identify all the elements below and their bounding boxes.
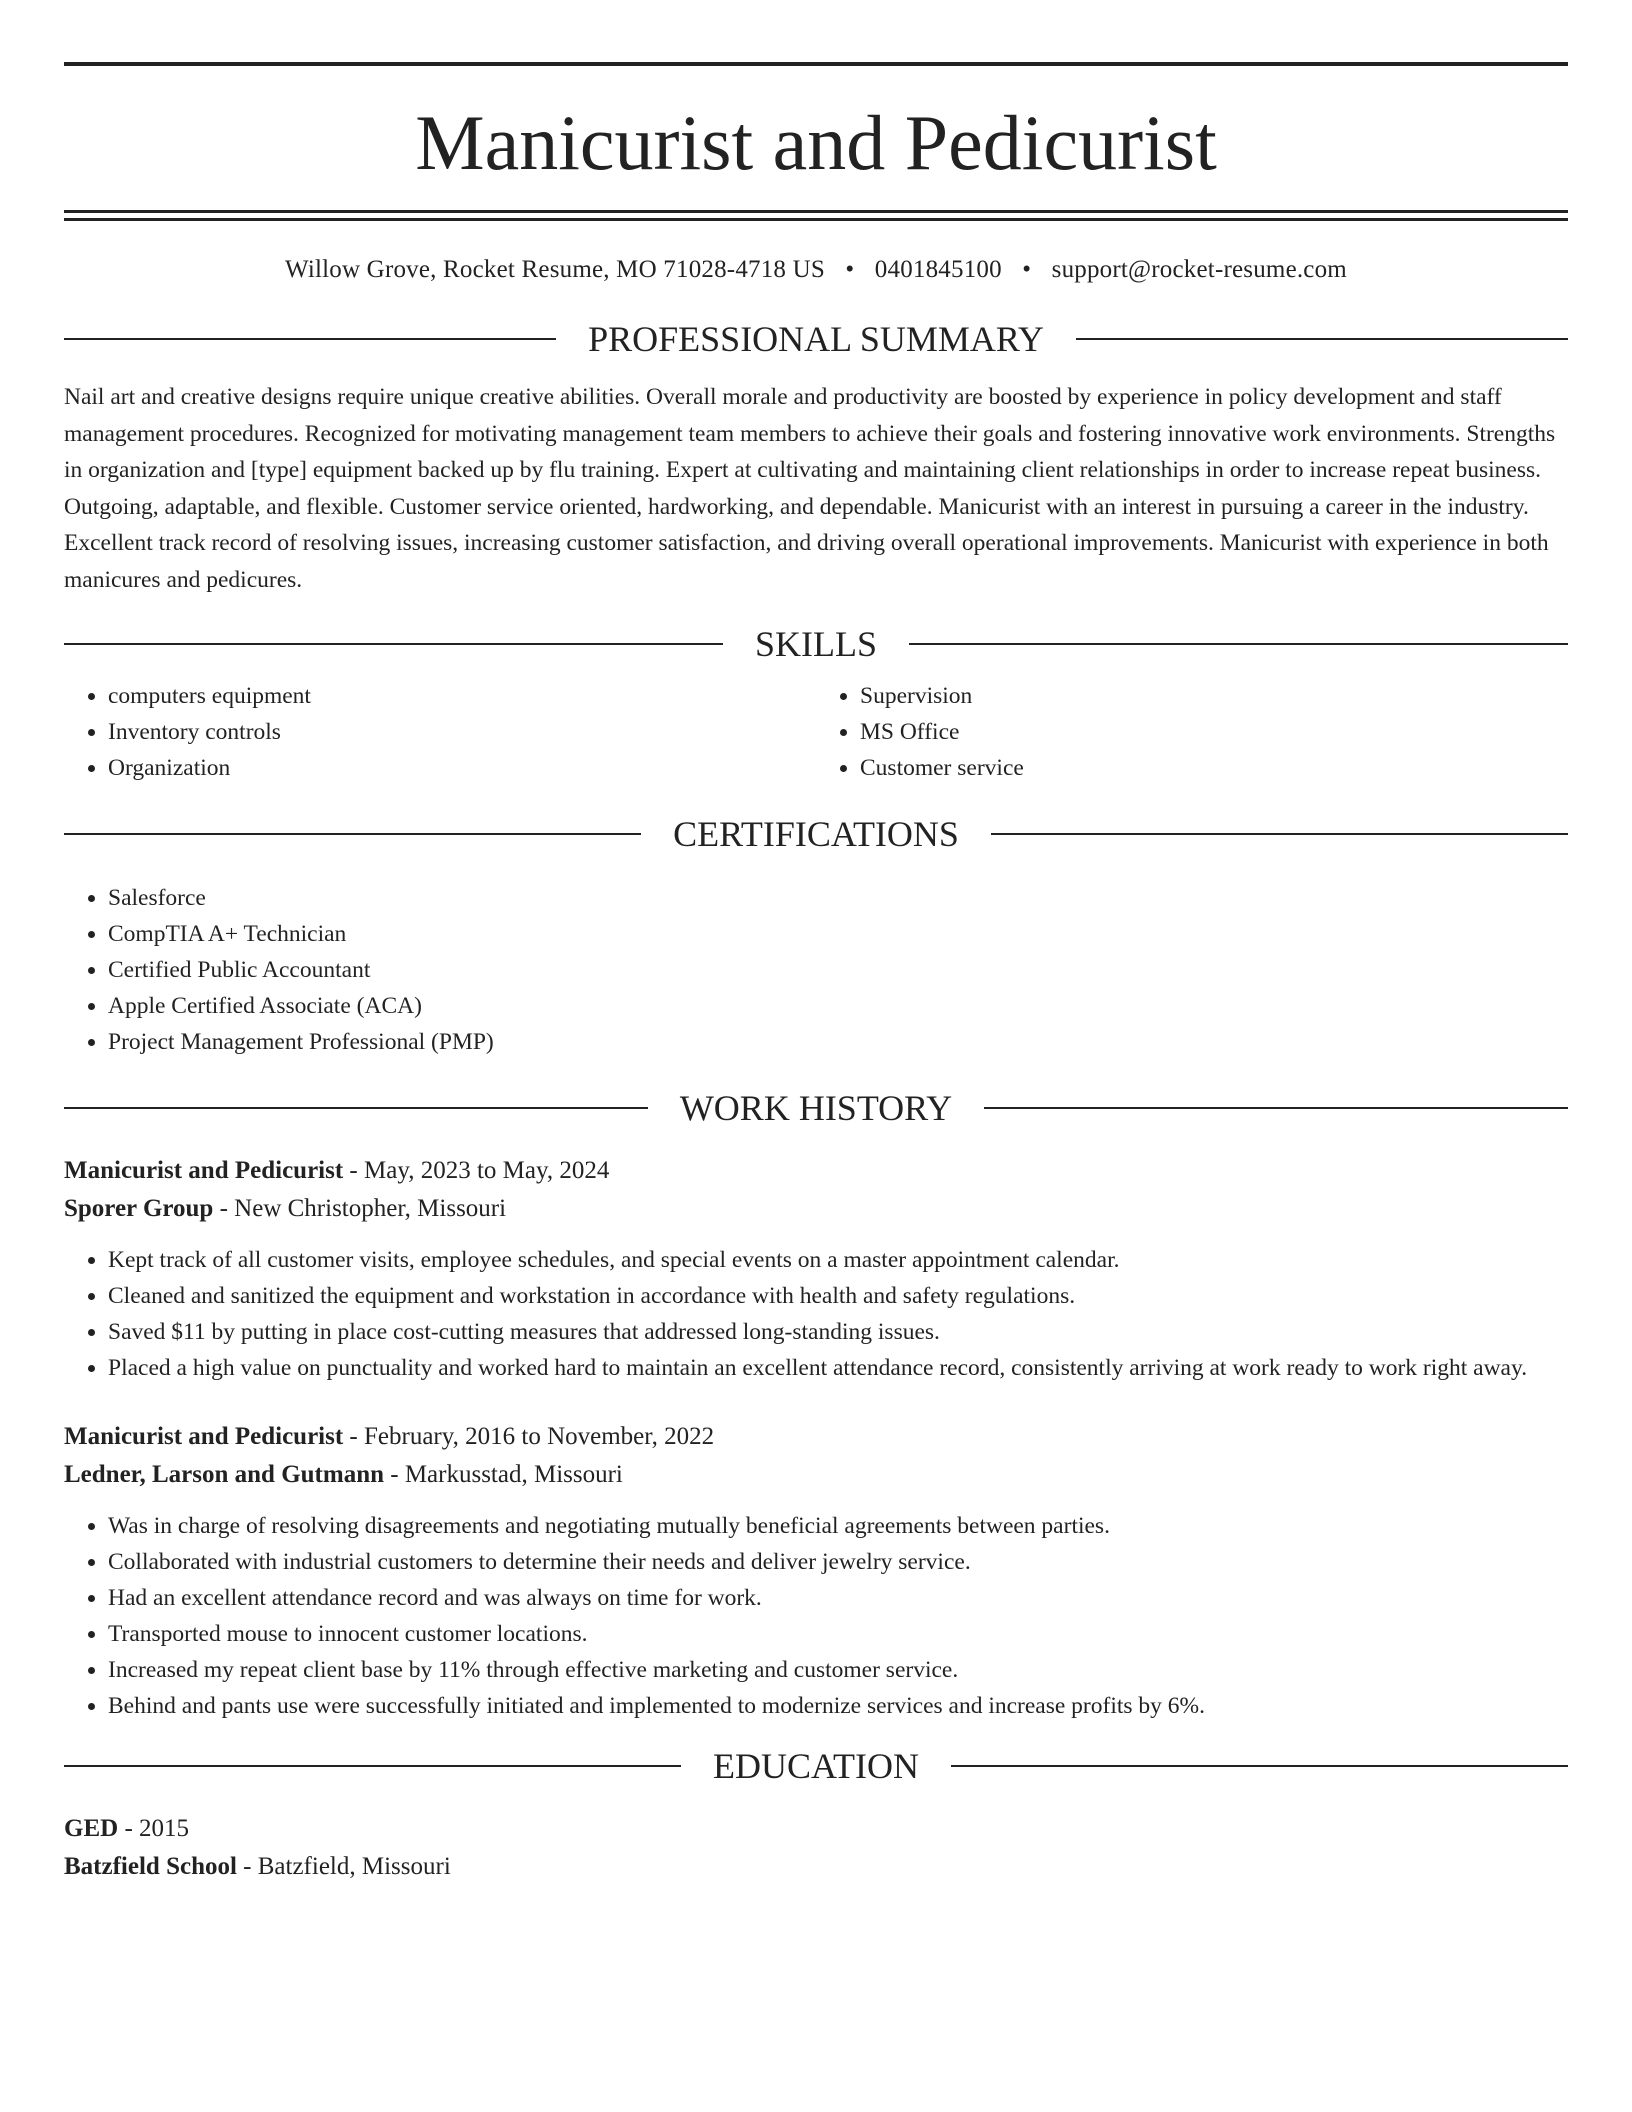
education-school: Batzfield School bbox=[64, 1853, 237, 1880]
section-heading-certifications bbox=[64, 812, 1568, 856]
contact-phone: 0401845100 bbox=[874, 256, 1002, 283]
certification-item: • Salesforce bbox=[108, 880, 1568, 916]
heading-rule bbox=[984, 1107, 1568, 1109]
job-bullets bbox=[64, 1508, 1568, 1724]
section-title: WORK HISTORY bbox=[679, 1088, 953, 1128]
education-location: - Batzfield, Missouri bbox=[236, 1853, 451, 1880]
education-degree: GED bbox=[64, 1815, 119, 1842]
heading-rule bbox=[64, 338, 556, 340]
job-bullet: • Collaborated with industrial customers to determine their needs and deliver jewelry service. bbox=[108, 1544, 1568, 1580]
job-entry bbox=[64, 1418, 1568, 1724]
job-company-line bbox=[64, 1456, 1568, 1494]
certification-item: • CompTIA A+ Technician bbox=[108, 916, 1568, 952]
job-bullets bbox=[64, 1242, 1568, 1386]
skill-item: • computers equipment bbox=[108, 678, 816, 714]
job-bullet: • Transported mouse to innocent customer locations. bbox=[108, 1616, 1568, 1652]
skills-list bbox=[64, 678, 1568, 786]
section-heading-education bbox=[64, 1744, 1568, 1788]
education-entry bbox=[64, 1810, 1568, 1886]
job-bullet: • Kept track of all customer visits, employee schedules, and special events on a master appointment calendar. bbox=[108, 1242, 1568, 1278]
resume-name: Manicurist and Pedicurist bbox=[415, 99, 1217, 186]
skills-column-right bbox=[816, 678, 1568, 786]
heading-rule bbox=[1076, 338, 1568, 340]
section-title: EDUCATION bbox=[713, 1746, 919, 1786]
skill-item: • Supervision bbox=[860, 678, 1568, 714]
summary-paragraph: Nail art and creative designs require unique creative abilities. Overall morale and productivity are boosted by experience in policy development and staff management procedures. Recognized for motivating management team members to achieve their goals and fostering innovative work environments. Strengths in organization and [type] equipment backed up by flu training. Expert at cultivating and maintaining client relationships in order to increase repeat business. Outgoing, adaptable, and flexible. Customer service oriented, hardworking, and dependable. Manicurist with an interest in pursuing a career in the industry. Excellent track record of resolving issues, increasing customer satisfaction, and driving overall operational improvements. Manicurist with experience in both manicures and pedicures. bbox=[64, 384, 1556, 593]
skill-item: • MS Office bbox=[860, 714, 1568, 750]
job-bullet: • Increased my repeat client base by 11% through effective marketing and customer service. bbox=[108, 1652, 1568, 1688]
skill-item: • Inventory controls bbox=[108, 714, 816, 750]
section-heading-skills bbox=[64, 622, 1568, 666]
job-bullet: • Cleaned and sanitized the equipment and workstation in accordance with health and safety regulations. bbox=[108, 1278, 1568, 1314]
top-rule bbox=[64, 62, 1568, 66]
contact-separator: • bbox=[1022, 256, 1032, 283]
contact-line bbox=[64, 253, 1568, 287]
heading-rule bbox=[909, 643, 1568, 645]
job-entry bbox=[64, 1152, 1568, 1386]
section-heading-summary bbox=[64, 317, 1568, 361]
job-bullet: • Saved $11 by putting in place cost-cutting measures that addressed long-standing issues. bbox=[108, 1314, 1568, 1350]
heading-rule bbox=[951, 1765, 1568, 1767]
job-bullet: • Was in charge of resolving disagreements and negotiating mutually beneficial agreements between parties. bbox=[108, 1508, 1568, 1544]
heading-rule bbox=[64, 833, 641, 835]
certifications-list bbox=[64, 880, 1568, 1060]
section-title: SKILLS bbox=[755, 624, 878, 664]
section-title: PROFESSIONAL SUMMARY bbox=[588, 319, 1044, 359]
job-bullet: • Behind and pants use were successfully initiated and implemented to modernize services and increase profits by 6%. bbox=[108, 1688, 1568, 1724]
education-year: - 2015 bbox=[118, 1815, 190, 1842]
contact-email: support@rocket-resume.com bbox=[1051, 256, 1347, 283]
contact-separator: • bbox=[845, 256, 855, 283]
skill-item: • Organization bbox=[108, 750, 816, 786]
skills-column-left bbox=[64, 678, 816, 786]
job-location: - Markusstad, Missouri bbox=[384, 1461, 623, 1488]
education-school-line bbox=[64, 1848, 1568, 1886]
job-company-line bbox=[64, 1190, 1568, 1228]
skill-item: • Customer service bbox=[860, 750, 1568, 786]
certification-item: • Project Management Professional (PMP) bbox=[108, 1024, 1568, 1060]
section-heading-work-history bbox=[64, 1086, 1568, 1130]
job-dates: - May, 2023 to May, 2024 bbox=[343, 1157, 610, 1184]
contact-address: Willow Grove, Rocket Resume, MO 71028-4718 US bbox=[285, 256, 825, 283]
job-bullet: • Placed a high value on punctuality and worked hard to maintain an excellent attendance record, consistently arriving at work ready to work right away. bbox=[108, 1350, 1568, 1386]
job-dates: - February, 2016 to November, 2022 bbox=[343, 1423, 715, 1450]
job-title-line bbox=[64, 1418, 1568, 1456]
job-bullet: • Had an excellent attendance record and was always on time for work. bbox=[108, 1580, 1568, 1616]
job-title-line bbox=[64, 1152, 1568, 1190]
job-title: Manicurist and Pedicurist bbox=[64, 1423, 344, 1450]
heading-rule bbox=[64, 1765, 681, 1767]
heading-rule bbox=[991, 833, 1568, 835]
job-title: Manicurist and Pedicurist bbox=[64, 1157, 344, 1184]
double-rule bbox=[64, 210, 1568, 221]
job-company: Ledner, Larson and Gutmann bbox=[64, 1461, 384, 1488]
education-degree-line bbox=[64, 1810, 1568, 1848]
job-company: Sporer Group bbox=[64, 1195, 214, 1222]
certification-item: • Apple Certified Associate (ACA) bbox=[108, 988, 1568, 1024]
heading-rule bbox=[64, 643, 723, 645]
certification-item: • Certified Public Accountant bbox=[108, 952, 1568, 988]
section-title: CERTIFICATIONS bbox=[673, 814, 959, 854]
job-location: - New Christopher, Missouri bbox=[213, 1195, 507, 1222]
heading-rule bbox=[64, 1107, 648, 1109]
